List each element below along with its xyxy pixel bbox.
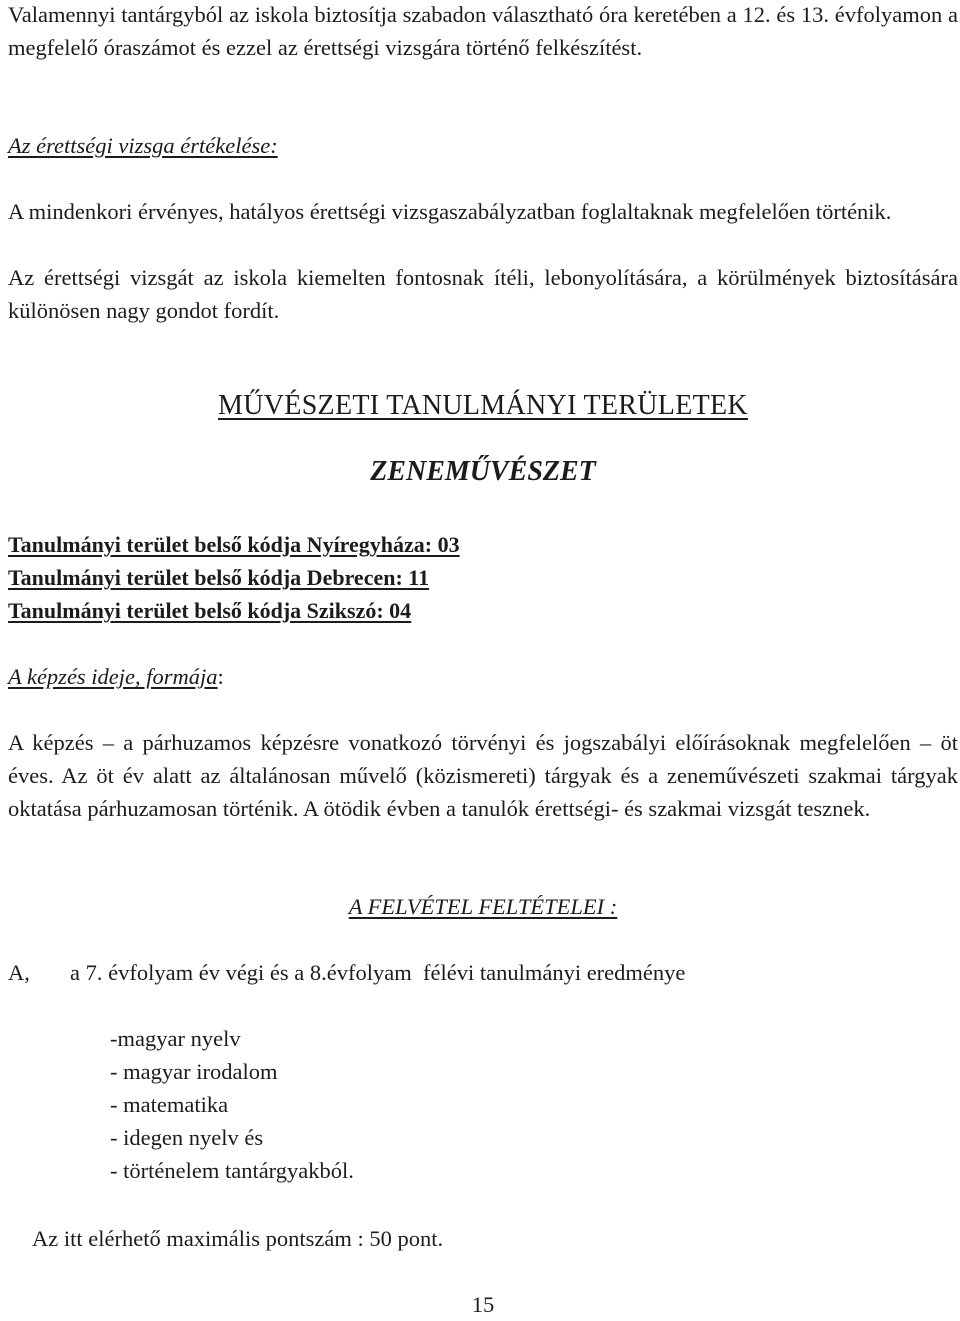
training-heading-colon: : <box>217 664 224 689</box>
evaluation-paragraph-2: Az érettségi vizsgát az iskola kiemelten fontosnak ítéli, lebonyolítására, a körülmények biztosítására különösen nagy gondot fordít. <box>8 265 958 323</box>
admission-item-label: A, <box>8 960 30 985</box>
page-number: 15 <box>471 1292 495 1317</box>
training-heading-text: A képzés ideje, formája <box>8 664 218 689</box>
list-item: - magyar irodalom <box>110 1059 278 1084</box>
area-code-szikszo: Tanulmányi terület belső kódja Szikszó: 04 <box>8 598 412 623</box>
evaluation-paragraph-1: A mindenkori érvényes, hatályos érettségi vizsgaszabályzatban foglaltaknak megfelelően történik. <box>8 199 892 224</box>
subject-list <box>110 1022 354 1187</box>
max-points-text: Az itt elérhető maximális pontszám : 50 pont. <box>32 1226 444 1251</box>
list-item: - történelem tantárgyakból. <box>110 1158 354 1183</box>
list-item: -magyar nyelv <box>110 1026 241 1051</box>
list-item: - idegen nyelv és <box>110 1125 264 1150</box>
area-code-nyiregyhaza: Tanulmányi terület belső kódja Nyíregyháza: 03 <box>8 532 460 557</box>
list-item: - matematika <box>110 1092 229 1117</box>
intro-paragraph: Valamennyi tantárgyból az iskola biztosítja szabadon választható óra keretében a 12. és 13. évfolyamon a megfelelő óraszámot és ezzel az érettségi vizsgára történő felkészítést. <box>8 2 958 60</box>
area-code-debrecen: Tanulmányi terület belső kódja Debrecen: 11 <box>8 565 430 590</box>
evaluation-heading-text: Az érettségi vizsga értékelése: <box>8 133 278 158</box>
section-subtitle: ZENEMŰVÉSZET <box>370 456 596 487</box>
section-title: MŰVÉSZETI TANULMÁNYI TERÜLETEK <box>218 390 748 421</box>
training-paragraph: A képzés – a párhuzamos képzésre vonatkozó törvényi és jogszabályi előírásoknak megfelelően – öt éves. Az öt év alatt az általánosan művelő (közismereti) tárgyak és a zeneművészeti szakmai tárgyak oktatása párhuzamosan történik. A ötödik évben a tanulók érettségi- és szakmai vizsgát tesznek. <box>8 730 958 821</box>
training-heading <box>8 660 958 693</box>
evaluation-heading <box>8 129 958 162</box>
admission-heading: A FELVÉTEL FELTÉTELEI : <box>348 894 618 919</box>
admission-item-text: a 7. évfolyam év végi és a 8.évfolyam félévi tanulmányi eredménye <box>70 960 686 985</box>
